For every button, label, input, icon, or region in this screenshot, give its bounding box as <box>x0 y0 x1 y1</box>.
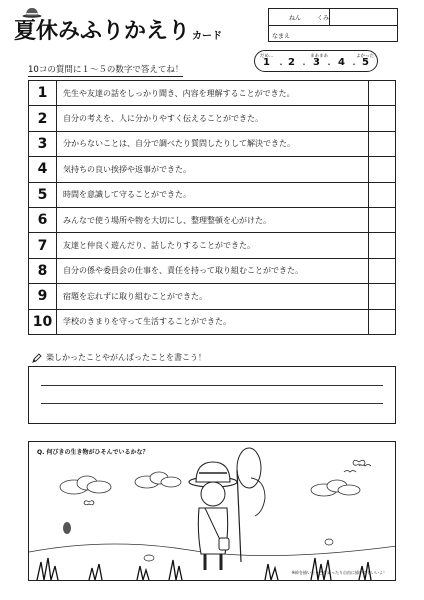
answer-cell[interactable] <box>369 309 396 334</box>
illustration-note: ※絵を描いたり色をぬったり自由に描いてもいいよ！ <box>291 570 387 575</box>
cloud-left <box>60 476 111 494</box>
name-box <box>268 8 398 42</box>
question-row <box>29 309 396 334</box>
question-text: 先生や友達の話をしっかり聞き、内容を理解することができた。 <box>57 81 369 106</box>
question-text: 友達と仲良く遊んだり、話したりすることができた。 <box>57 233 369 258</box>
question-number: 2 <box>29 106 57 131</box>
scale-dot: ・ <box>350 60 358 69</box>
answer-cell[interactable] <box>369 157 396 182</box>
question-number: 5 <box>29 182 57 207</box>
question-text: 学校のきまりを守って生活することができた。 <box>57 309 369 334</box>
question-number: 7 <box>29 233 57 258</box>
question-text: みんなで使う場所や物を大切にし、整理整頓を心がけた。 <box>57 207 369 232</box>
answer-cell[interactable] <box>369 284 396 309</box>
writing-line <box>41 385 383 386</box>
question-number: 1 <box>29 81 57 106</box>
question-row <box>29 131 396 156</box>
question-row <box>29 81 396 106</box>
grade-label: ねん <box>289 15 302 22</box>
name-label: なまえ <box>272 33 291 40</box>
pencil-icon <box>32 353 42 363</box>
rating-scale <box>254 50 378 72</box>
scale-dot: ・ <box>277 60 285 69</box>
scale-high-label: よかった！ <box>356 54 379 59</box>
question-number: 8 <box>29 258 57 283</box>
scale-number: 3 <box>313 57 320 68</box>
name-box-divider <box>329 9 330 25</box>
class-label: くみ <box>317 15 330 22</box>
answer-cell[interactable] <box>369 258 396 283</box>
scale-dot: ・ <box>300 60 308 69</box>
scale-number: 2 <box>288 57 295 68</box>
question-text: 宿題を忘れずに取り組むことができた。 <box>57 284 369 309</box>
class-row <box>269 9 397 26</box>
question-text: 気持ちの良い挨拶や返事ができた。 <box>57 157 369 182</box>
question-number: 4 <box>29 157 57 182</box>
scale-number: 5 <box>362 57 369 68</box>
question-row <box>29 207 396 232</box>
title-main: 夏休みふりかえり <box>14 19 191 44</box>
question-text: 時間を意識して守ることができた。 <box>57 182 369 207</box>
name-row[interactable] <box>269 26 397 42</box>
cloud-middle <box>135 472 181 488</box>
question-number: 10 <box>29 309 57 334</box>
writing-box[interactable] <box>28 366 396 424</box>
answer-cell[interactable] <box>369 207 396 232</box>
hidden-creatures-illustration <box>28 441 396 581</box>
scale-dot: ・ <box>325 60 333 69</box>
meadow-drawing <box>29 442 396 581</box>
question-number: 6 <box>29 207 57 232</box>
question-row <box>29 182 396 207</box>
cloud-right <box>311 480 360 496</box>
scale-low-label: だめ… <box>260 54 274 59</box>
writing-prompt: 楽しかったことやがんばったことを書こう！ <box>46 353 206 362</box>
question-text: 自分の係や委員会の仕事を、責任を持って取り組むことができた。 <box>57 258 369 283</box>
question-row <box>29 258 396 283</box>
question-row <box>29 157 396 182</box>
card-title <box>14 14 222 45</box>
question-number: 9 <box>29 284 57 309</box>
question-table <box>28 80 396 335</box>
question-row <box>29 233 396 258</box>
title-suffix: カード <box>192 31 223 42</box>
answer-cell[interactable] <box>369 182 396 207</box>
answer-cell[interactable] <box>369 233 396 258</box>
answer-cell[interactable] <box>369 81 396 106</box>
question-number: 3 <box>29 131 57 156</box>
answer-cell[interactable] <box>369 131 396 156</box>
illustration-question: Q. 何びきの生き物がひそんでいるかな？ <box>37 449 149 456</box>
scale-number: 1 <box>263 57 270 68</box>
question-row <box>29 284 396 309</box>
writing-heading <box>32 352 206 363</box>
answer-cell[interactable] <box>369 106 396 131</box>
scale-number: 4 <box>338 57 345 68</box>
instruction-text: 10コの質問に１～５の数字で答えてね！ <box>28 65 184 75</box>
question-text: 分からないことは、自分で調べたり質問したりして解決できた。 <box>57 131 369 156</box>
writing-line <box>41 403 383 404</box>
question-row <box>29 106 396 131</box>
scale-mid-label: まあまあ <box>310 54 328 59</box>
question-text: 自分の考えを、人に分かりやすく伝えることができた。 <box>57 106 369 131</box>
